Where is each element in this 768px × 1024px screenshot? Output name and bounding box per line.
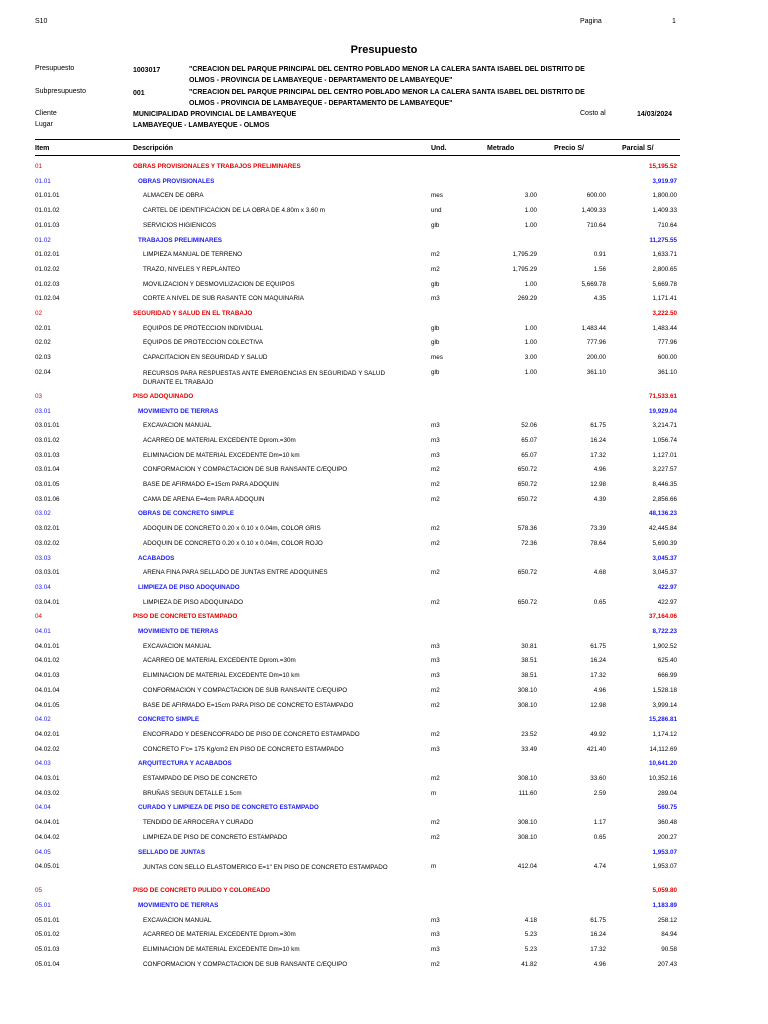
row-description: CARTEL DE IDENTIFICACION DE LA OBRA DE 4.80m x 3.60 m (143, 207, 325, 215)
row-unit: mes (431, 354, 443, 362)
row-description: ACARREO DE MATERIAL EXCEDENTE Dprom.=30m (143, 931, 296, 939)
row-precio: 4.74 (593, 863, 606, 871)
row-unit: m2 (431, 686, 440, 694)
row-unit: m2 (431, 251, 440, 259)
row-item: 02.02 (35, 339, 51, 347)
row-precio: 0.65 (593, 598, 606, 606)
row-description: LIMPIEZA DE PISO ADOQUINADO (143, 598, 244, 606)
row-precio: 4.96 (593, 466, 606, 474)
row-precio: 4.96 (593, 686, 606, 694)
row-unit: mes (431, 192, 443, 200)
cliente-value: MUNICIPALIDAD PROVINCIAL DE LAMBAYEQUE (133, 111, 297, 118)
row-unit: m3 (431, 642, 440, 650)
row-unit: m3 (431, 946, 440, 953)
row-unit: m3 (431, 295, 440, 303)
row-precio: 4.96 (593, 960, 606, 968)
row-parcial: 207.43 (657, 960, 677, 968)
row-item: 03.02.01 (35, 525, 60, 533)
row-item: 01.02.02 (35, 265, 60, 273)
row-precio: 17.32 (590, 672, 606, 680)
row-parcial: 1,174.12 (652, 730, 677, 738)
row-description: CONFORMACION Y COMPACTACION DE SUB RANSANTE C/EQUIPO (143, 960, 348, 968)
row-description: CONFORMACION Y COMPACTACION DE SUB RANSANTE C/EQUIPO (143, 466, 348, 474)
row-item: 01.02.04 (35, 295, 60, 303)
row-parcial: 1,633.71 (652, 251, 677, 259)
row-metrado: 650.72 (517, 569, 537, 577)
row-parcial: 2,800.65 (652, 265, 677, 273)
header-rule-bottom (35, 155, 680, 156)
row-item: 04.02.01 (35, 730, 60, 738)
row-metrado: 650.72 (517, 466, 537, 474)
row-description: ELIMINACION DE MATERIAL EXCEDENTE Dm=10 km (143, 451, 300, 459)
row-metrado: 4.18 (524, 916, 537, 924)
row-description: LIMPIEZA DE PISO DE CONCRETO ESTAMPADO (143, 833, 288, 841)
costo-date: 14/03/2024 (637, 111, 673, 118)
row-description: CAMA DE ARENA E=4cm PARA ADOQUIN (143, 495, 265, 503)
row-description: TRAZO, NIVELES Y REPLANTEO (143, 265, 241, 273)
row-description: MOVILIZACION Y DESMOVILIZACION DE EQUIPOS (143, 280, 295, 288)
row-description: ADOQUIN DE CONCRETO 0.20 x 0.10 x 0.04m, COLOR ROJO (143, 539, 323, 547)
row-precio: 61.75 (590, 642, 606, 650)
row-metrado: 308.10 (517, 775, 537, 782)
row-description: TENDIDO DE ARROCERA Y CURADO (143, 819, 254, 827)
row-precio: 61.75 (590, 422, 606, 430)
row-parcial: 777.96 (657, 339, 677, 347)
row-unit: m2 (431, 481, 440, 488)
row-parcial: 15,195.52 (648, 163, 677, 170)
row-parcial: 360.48 (657, 819, 677, 827)
row-precio: 1.17 (593, 819, 606, 827)
row-precio: 2.59 (593, 789, 606, 797)
row-metrado: 72.36 (521, 539, 537, 547)
row-precio: 777.96 (586, 339, 606, 347)
row-parcial: 560.75 (657, 804, 677, 812)
subpresupuesto-code: 001 (133, 90, 145, 97)
row-unit: m2 (431, 701, 440, 709)
col-parcial: Parcial S/ (622, 145, 654, 152)
row-precio: 421.40 (586, 745, 606, 753)
row-parcial: 258.12 (657, 916, 677, 924)
row-unit: glb (431, 339, 440, 347)
row-metrado: 308.10 (517, 701, 537, 709)
row-description: CURADO Y LIMPIEZA DE PISO DE CONCRETO ESTAMPADO (138, 804, 319, 812)
row-metrado: 308.10 (517, 819, 537, 827)
row-precio: 600.00 (586, 192, 606, 200)
row-item: 03.04.01 (35, 598, 60, 606)
row-metrado: 65.07 (521, 451, 537, 459)
row-item: 04.01.01 (35, 642, 60, 650)
row-item: 03.01 (35, 407, 51, 415)
row-precio: 1,409.33 (581, 207, 606, 215)
row-parcial: 1,902.52 (652, 642, 677, 650)
row-item: 03.01.04 (35, 466, 60, 474)
presupuesto-desc-1: "CREACION DEL PARQUE PRINCIPAL DEL CENTRO POBLADO MENOR LA CALERA SANTA ISABEL DEL DISTRITO DE (189, 66, 585, 73)
row-unit: m3 (431, 745, 440, 753)
row-item: 04.02 (35, 716, 51, 724)
row-parcial: 1,953.07 (652, 863, 677, 871)
row-unit: und (431, 207, 442, 215)
row-unit: m (431, 789, 437, 797)
row-unit: glb (431, 221, 440, 229)
row-precio: 17.32 (590, 451, 606, 459)
row-item: 03.01.01 (35, 422, 60, 430)
row-metrado: 308.10 (517, 686, 537, 694)
row-description: EQUIPOS DE PROTECCION INDIVIDUAL (143, 324, 264, 332)
row-parcial: 3,227.57 (652, 466, 677, 474)
row-parcial: 3,214.71 (652, 422, 677, 430)
row-description: BASE DE AFIRMADO E=15cm PARA PISO DE CONCRETO ESTAMPADO (143, 701, 354, 709)
row-description: ESTAMPADO DE PISO DE CONCRETO (143, 775, 258, 782)
row-parcial: 10,352.16 (648, 775, 677, 782)
row-description: SELLADO DE JUNTAS (138, 848, 206, 856)
subpresupuesto-desc-2: OLMOS - PROVINCIA DE LAMBAYEQUE - DEPARTAMENTO DE LAMBAYEQUE" (189, 100, 453, 107)
row-description: CONFORMACION Y COMPACTACION DE SUB RANSANTE C/EQUIPO (143, 686, 348, 694)
row-item: 03 (35, 392, 43, 400)
row-item: 01.02.01 (35, 251, 60, 259)
row-metrado: 52.06 (521, 422, 537, 430)
row-description: JUNTAS CON SELLO ELASTOMERICO E=1" EN PISO DE CONCRETO ESTAMPADO (143, 864, 388, 872)
row-item: 03.03 (35, 554, 51, 562)
row-metrado: 650.72 (517, 598, 537, 606)
row-unit: m2 (431, 730, 440, 738)
row-item: 02.01 (35, 324, 51, 332)
row-parcial: 3,999.14 (652, 701, 677, 709)
row-unit: m2 (431, 265, 440, 273)
row-description: BRUÑAS SEGUN DETALLE 1.5cm (143, 789, 242, 797)
row-parcial: 37,164.06 (648, 613, 677, 621)
row-unit: m3 (431, 916, 440, 924)
row-description: SEGURIDAD Y SALUD EN EL TRABAJO (133, 310, 253, 317)
row-unit: m3 (431, 436, 440, 444)
row-description: PISO DE CONCRETO PULIDO Y COLOREADO (133, 887, 271, 895)
row-parcial: 5,690.39 (652, 539, 677, 547)
row-precio: 0.65 (593, 833, 606, 841)
row-parcial: 48,136.23 (648, 510, 677, 518)
row-precio: 73.39 (590, 525, 606, 533)
row-parcial: 11,275.55 (649, 236, 677, 244)
row-unit: m2 (431, 960, 440, 968)
row-metrado: 269.29 (517, 295, 537, 303)
row-precio: 49.92 (590, 730, 606, 738)
row-item: 04.03.02 (35, 789, 60, 797)
row-parcial: 3,919.97 (652, 177, 677, 185)
lugar-value: LAMBAYEQUE - LAMBAYEQUE - OLMOS (133, 122, 270, 129)
row-item: 02.04 (35, 368, 51, 376)
row-precio: 12.98 (590, 701, 606, 709)
row-item: 04.04 (35, 804, 51, 812)
row-metrado: 1,795.29 (512, 251, 537, 259)
row-parcial: 1,953.07 (652, 848, 677, 856)
row-item: 01.02 (35, 236, 51, 244)
row-item: 04.04.01 (35, 819, 60, 827)
row-metrado: 3.00 (524, 354, 537, 362)
row-parcial: 3,222.50 (652, 310, 677, 317)
row-description: ARENA FINA PARA SELLADO DE JUNTAS ENTRE ADOQUINES (143, 569, 328, 577)
row-description: CAPACITACION EN SEGURIDAD Y SALUD (143, 354, 268, 362)
row-precio: 16.24 (590, 657, 606, 665)
row-parcial: 1,483.44 (652, 324, 677, 332)
row-item: 04.01.05 (35, 701, 60, 709)
presupuesto-desc-2: OLMOS - PROVINCIA DE LAMBAYEQUE - DEPARTAMENTO DE LAMBAYEQUE" (189, 77, 453, 84)
cliente-label: Cliente (35, 110, 57, 117)
row-unit: glb (431, 324, 440, 332)
col-metrado: Metrado (487, 145, 515, 152)
row-description: ELIMINACION DE MATERIAL EXCEDENTE Dm=10 km (143, 946, 300, 953)
row-description: MOVIMIENTO DE TIERRAS (138, 901, 219, 909)
row-item: 02.03 (35, 354, 51, 362)
row-parcial: 1,409.33 (652, 207, 677, 215)
row-item: 04.03.01 (35, 775, 60, 782)
row-metrado: 1.00 (524, 339, 537, 347)
row-parcial: 1,171.41 (652, 295, 677, 303)
row-metrado: 650.72 (517, 495, 537, 503)
row-item: 04.03 (35, 760, 51, 768)
row-precio: 12.98 (590, 481, 606, 488)
row-precio: 710.64 (586, 221, 606, 229)
row-item: 04.01 (35, 628, 51, 635)
col-item: Item (35, 145, 50, 152)
row-precio: 1.56 (593, 265, 606, 273)
row-precio: 4.35 (593, 295, 606, 303)
row-metrado: 30.81 (521, 642, 537, 650)
row-parcial: 200.27 (657, 833, 677, 841)
row-item: 04 (35, 613, 43, 621)
row-description: OBRAS PROVISIONALES Y TRABAJOS PRELIMINARES (133, 163, 301, 170)
row-description: LIMPIEZA MANUAL DE TERRENO (143, 251, 243, 259)
report-code: S10 (35, 18, 48, 25)
row-metrado: 308.10 (517, 833, 537, 841)
col-descripcion: Descripción (133, 145, 174, 152)
row-unit: m3 (431, 657, 440, 665)
row-parcial: 71,533.61 (648, 392, 677, 400)
row-unit: m2 (431, 569, 440, 577)
row-metrado: 38.51 (521, 657, 537, 665)
row-parcial: 8,446.35 (652, 481, 677, 488)
row-description: CONCRETO SIMPLE (138, 716, 200, 724)
row-item: 04.01.03 (35, 672, 60, 680)
row-item: 05.01.01 (35, 916, 60, 924)
row-metrado: 3.00 (524, 192, 537, 200)
row-unit: m3 (431, 422, 440, 430)
row-parcial: 5,669.78 (652, 280, 677, 288)
row-precio: 16.24 (590, 931, 606, 939)
row-description: ACABADOS (138, 554, 175, 562)
row-description: RECURSOS PARA RESPUESTAS ANTE EMERGENCIAS EN SEGURIDAD Y SALUD DURANTE EL TRABAJO (143, 369, 386, 386)
row-precio: 33.60 (590, 775, 606, 782)
row-unit: m2 (431, 833, 440, 841)
row-item: 05 (35, 887, 43, 895)
row-metrado: 1.00 (524, 207, 537, 215)
row-description: BASE DE AFIRMADO E=15cm PARA ADOQUIN (143, 481, 279, 488)
row-precio: 4.68 (593, 569, 606, 577)
row-item: 05.01 (35, 901, 51, 909)
row-unit: m2 (431, 819, 440, 827)
document-title: Presupuesto (350, 44, 418, 56)
row-item: 03.01.03 (35, 451, 60, 459)
row-parcial: 19,929.04 (648, 407, 677, 415)
row-metrado: 111.60 (518, 789, 537, 797)
header-rule-top (35, 139, 680, 140)
col-und: Und. (431, 145, 447, 152)
row-metrado: 1.00 (524, 368, 537, 376)
row-precio: 17.32 (590, 946, 606, 953)
row-precio: 16.24 (590, 436, 606, 444)
row-unit: m2 (431, 466, 440, 474)
lugar-label: Lugar (35, 121, 53, 128)
presupuesto-code: 1003017 (133, 67, 161, 74)
row-item: 04.01.02 (35, 657, 60, 665)
page-number: 1 (672, 18, 676, 25)
row-description: SERVICIOS HIGIENICOS (143, 221, 217, 229)
row-item: 04.05.01 (35, 863, 60, 871)
row-description: ACARREO DE MATERIAL EXCEDENTE Dprom.=30m (143, 436, 296, 444)
row-precio: 1,483.44 (581, 324, 606, 332)
row-parcial: 422.97 (657, 598, 677, 606)
row-item: 03.04 (35, 583, 51, 591)
row-description: MOVIMIENTO DE TIERRAS (138, 628, 219, 635)
row-unit: m (431, 863, 437, 871)
row-parcial: 3,045.37 (652, 554, 677, 562)
page-label: Pagina (580, 18, 602, 25)
row-parcial: 600.00 (657, 354, 677, 362)
row-unit: m2 (431, 539, 440, 547)
row-parcial: 1,127.01 (652, 451, 677, 459)
row-parcial: 710.64 (657, 221, 677, 229)
row-metrado: 1,795.29 (512, 265, 537, 273)
row-precio: 4.39 (593, 495, 606, 503)
row-description: PISO ADOQUINADO (133, 392, 194, 400)
row-item: 03.03.01 (35, 569, 60, 577)
row-description: ARQUITECTURA Y ACABADOS (138, 760, 232, 768)
row-item: 03.02 (35, 510, 51, 518)
row-item: 02 (35, 310, 43, 317)
row-unit: m3 (431, 672, 440, 680)
row-parcial: 84.94 (661, 931, 677, 939)
row-item: 01.01.01 (35, 192, 60, 200)
row-description: EXCAVACION MANUAL (143, 422, 212, 430)
row-description: ADOQUIN DE CONCRETO 0.20 x 0.10 x 0.04m, COLOR GRIS (143, 525, 321, 533)
row-item: 05.01.04 (35, 960, 60, 968)
row-parcial: 361.10 (657, 368, 677, 376)
row-metrado: 38.51 (521, 672, 537, 680)
row-item: 03.01.06 (35, 495, 60, 503)
row-metrado: 1.00 (524, 324, 537, 332)
row-description: OBRAS PROVISIONALES (138, 177, 215, 185)
row-metrado: 1.00 (524, 280, 537, 288)
row-unit: m2 (431, 495, 440, 503)
row-unit: m3 (431, 931, 440, 939)
row-parcial: 15,286.81 (648, 716, 677, 724)
row-precio: 5,669.78 (581, 280, 606, 288)
row-description: PISO DE CONCRETO ESTAMPADO (133, 613, 238, 621)
row-description: EXCAVACION MANUAL (143, 642, 212, 650)
row-item: 01.02.03 (35, 280, 60, 288)
row-parcial: 2,856.66 (652, 495, 677, 503)
row-description: CORTE A NIVEL DE SUB RASANTE CON MAQUINARIA (143, 295, 304, 303)
col-precio: Precio S/ (554, 145, 584, 152)
row-parcial: 90.58 (661, 946, 677, 953)
row-item: 04.01.04 (35, 686, 60, 694)
row-metrado: 5.23 (524, 946, 537, 953)
row-item: 01 (35, 163, 43, 170)
row-parcial: 14,112.69 (649, 745, 677, 753)
row-precio: 78.64 (590, 539, 606, 547)
row-description: EQUIPOS DE PROTECCION COLECTIVA (143, 339, 263, 347)
row-parcial: 42,445.84 (648, 525, 677, 533)
row-description: TRABAJOS PRELIMINARES (138, 236, 222, 244)
row-parcial: 1,800.00 (652, 192, 677, 200)
row-metrado: 578.36 (517, 525, 537, 533)
row-description: ENCOFRADO Y DESENCOFRADO DE PISO DE CONCRETO ESTAMPADO (143, 730, 360, 738)
row-precio: 361.10 (586, 368, 606, 376)
row-item: 04.05 (35, 848, 51, 856)
row-parcial: 1,183.89 (652, 901, 677, 909)
row-unit: m2 (431, 775, 440, 782)
row-metrado: 33.49 (521, 745, 537, 753)
row-metrado: 650.72 (517, 481, 537, 488)
row-precio: 0.91 (593, 251, 606, 259)
row-metrado: 5.23 (524, 931, 537, 939)
row-item: 01.01.02 (35, 207, 60, 215)
row-item: 05.01.03 (35, 946, 60, 953)
row-parcial: 625.40 (657, 657, 677, 665)
row-parcial: 10,641.20 (648, 760, 677, 768)
row-item: 05.01.02 (35, 931, 60, 939)
row-parcial: 666.99 (657, 672, 677, 680)
row-parcial: 422.97 (657, 583, 677, 591)
row-precio: 61.75 (590, 916, 606, 924)
row-metrado: 412.04 (517, 863, 537, 871)
row-unit: glb (431, 280, 440, 288)
row-unit: m3 (431, 451, 440, 459)
row-item: 03.02.02 (35, 539, 60, 547)
row-item: 01.01 (35, 177, 51, 185)
row-unit: glb (431, 368, 440, 376)
row-description: LIMPIEZA DE PISO ADOQUINADO (138, 583, 240, 591)
subpresupuesto-desc-1: "CREACION DEL PARQUE PRINCIPAL DEL CENTRO POBLADO MENOR LA CALERA SANTA ISABEL DEL DISTRITO DE (189, 89, 585, 96)
costo-label: Costo al (580, 110, 606, 117)
row-precio: 200.00 (586, 354, 606, 362)
row-item: 03.01.05 (35, 481, 60, 488)
row-description: MOVIMIENTO DE TIERRAS (138, 407, 219, 415)
row-metrado: 1.00 (524, 221, 537, 229)
row-description: EXCAVACION MANUAL (143, 916, 212, 924)
row-item: 01.01.03 (35, 221, 60, 229)
row-unit: m2 (431, 598, 440, 606)
row-item: 03.01.02 (35, 436, 60, 444)
row-parcial: 289.04 (657, 789, 677, 797)
row-metrado: 41.82 (521, 960, 537, 968)
row-unit: m2 (431, 525, 440, 533)
row-parcial: 1,528.18 (652, 686, 677, 694)
row-item: 04.04.02 (35, 833, 60, 841)
row-description: ELIMINACION DE MATERIAL EXCEDENTE Dm=10 km (143, 672, 300, 680)
row-description: OBRAS DE CONCRETO SIMPLE (138, 510, 235, 518)
row-metrado: 23.52 (521, 730, 537, 738)
row-item: 04.02.02 (35, 745, 60, 753)
presupuesto-label: Presupuesto (35, 65, 75, 72)
row-parcial: 3,045.37 (652, 569, 677, 577)
row-metrado: 65.07 (521, 436, 537, 444)
row-description: ALMACEN DE OBRA (143, 192, 204, 200)
row-description: CONCRETO F'c= 175 Kg/cm2 EN PISO DE CONCRETO ESTAMPADO (143, 745, 344, 753)
subpresupuesto-label: Subpresupuesto (35, 88, 86, 95)
row-parcial: 5,059.80 (652, 887, 677, 895)
row-parcial: 1,056.74 (652, 436, 677, 444)
row-description: ACARREO DE MATERIAL EXCEDENTE Dprom.=30m (143, 657, 296, 665)
row-parcial: 8,722.23 (652, 628, 677, 635)
